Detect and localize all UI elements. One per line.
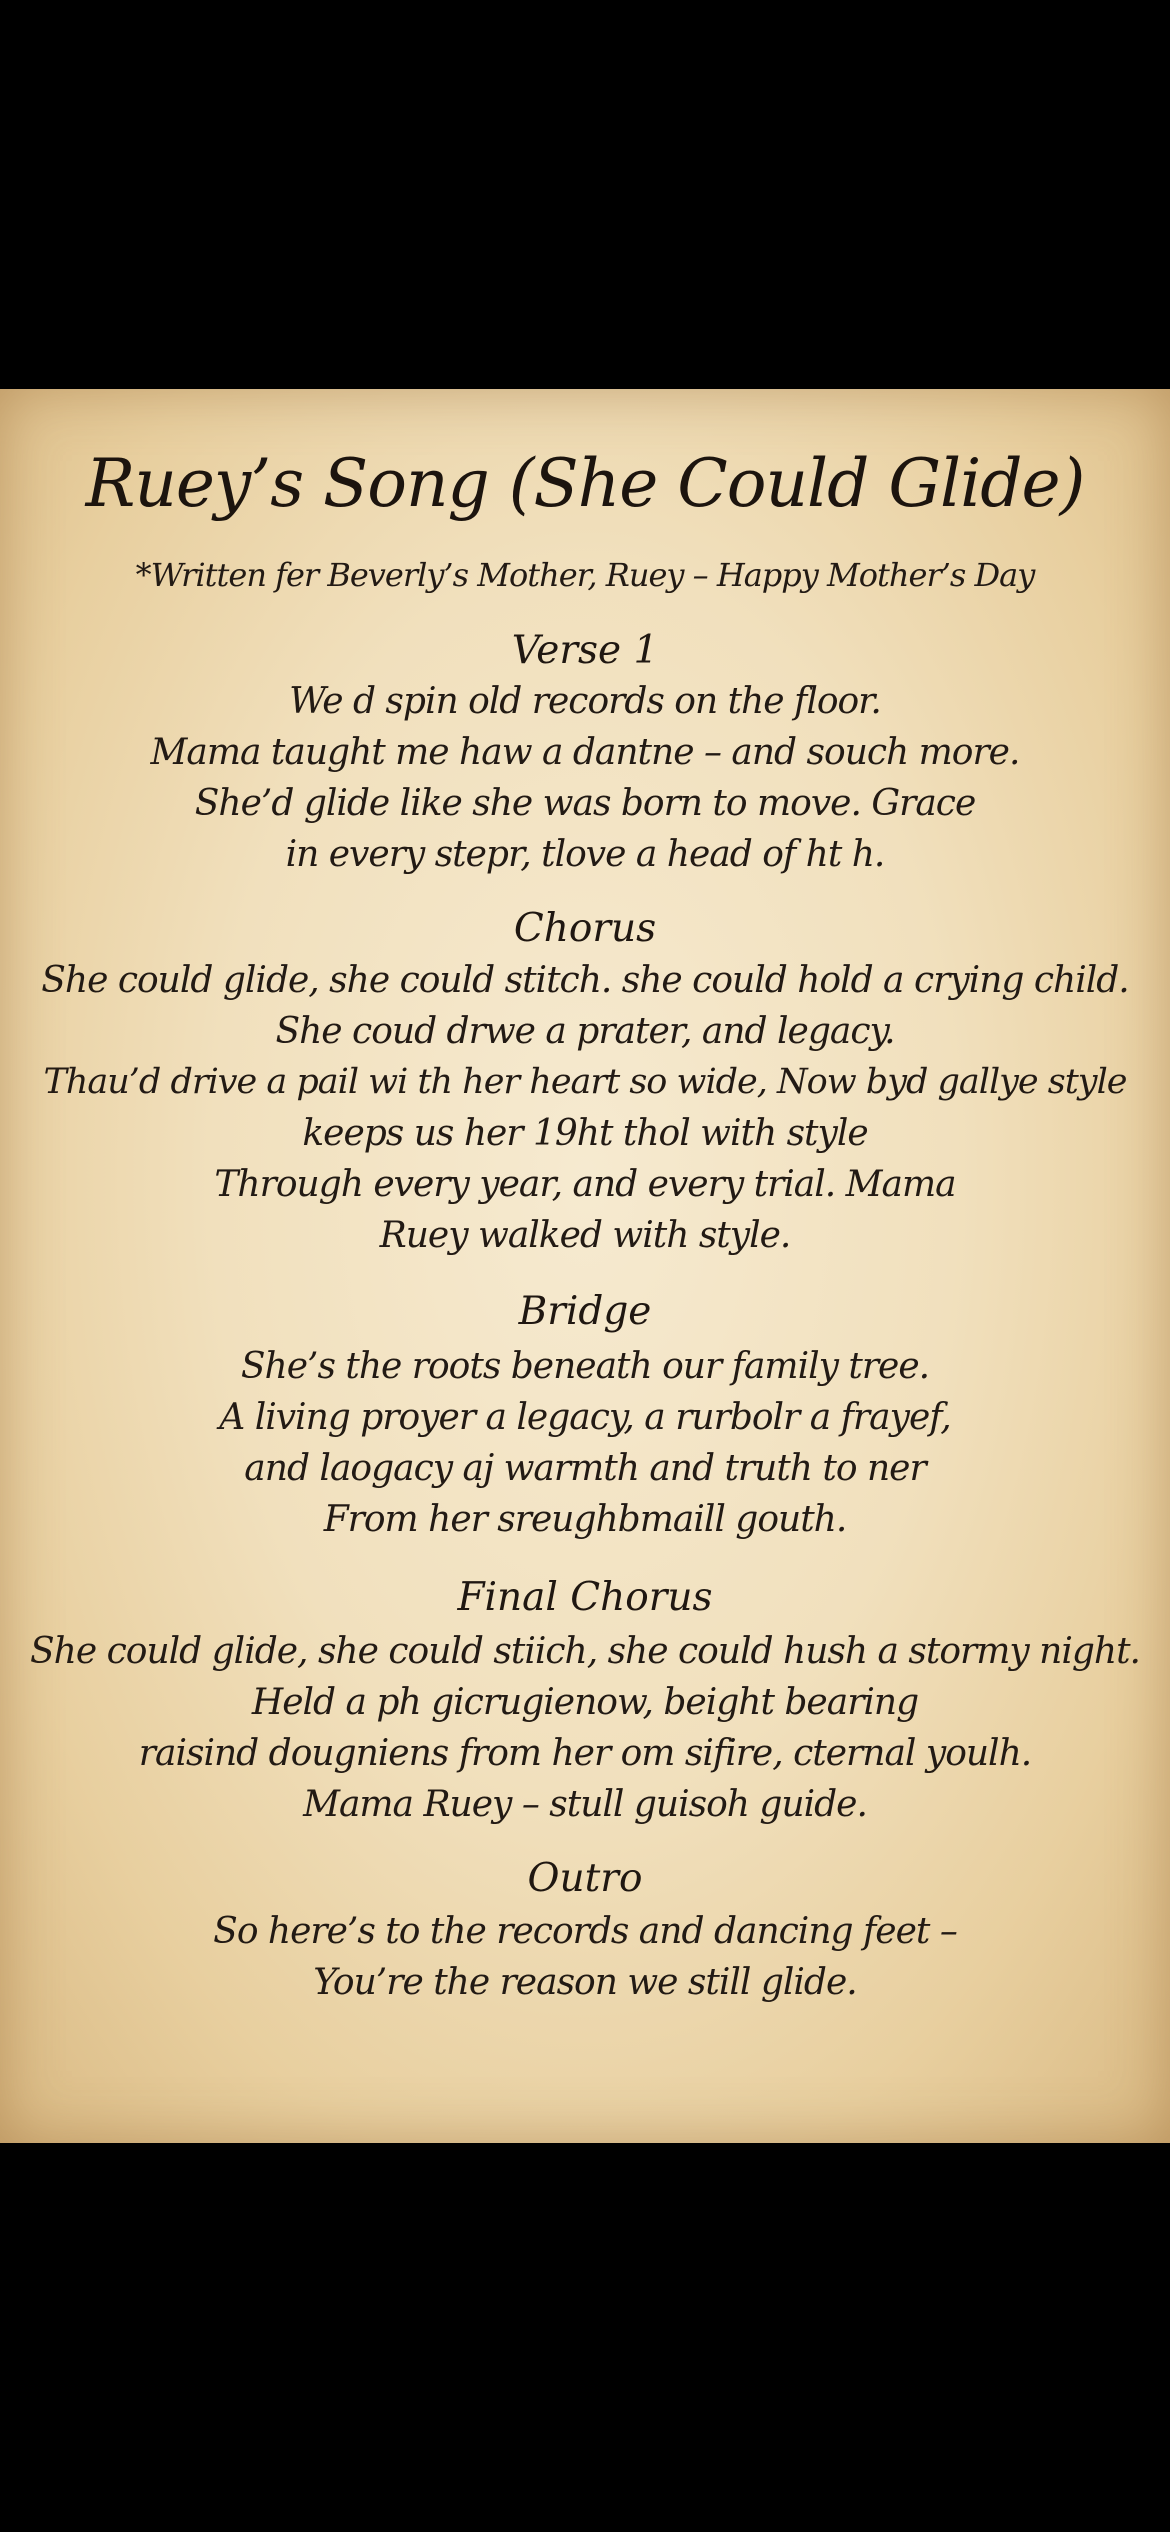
- lyric-line: raisind dougniens from her om sifire, cternal youlh.: [138, 1733, 1032, 1774]
- lyric-line: We d spin old records on the floor.: [289, 681, 881, 722]
- lyric-line: She coud drwe a prater, and legacy.: [275, 1011, 895, 1052]
- lyric-line: Mama Ruey – stull guisoh guide.: [303, 1784, 867, 1825]
- lyric-line: She’d glide like she was born to move. Grace: [194, 783, 976, 824]
- lyric-line: So here’s to the records and dancing feet –: [213, 1911, 957, 1952]
- song-dedication: *Written fer Beverly’s Mother, Ruey – Happy Mother’s Day: [135, 556, 1035, 594]
- lyric-line: She could glide, she could stitch. she could hold a crying child.: [41, 960, 1129, 1001]
- section-heading-final-chorus: Final Chorus: [457, 1575, 713, 1620]
- song-title: Ruey’s Song (She Could Glide): [85, 445, 1085, 522]
- letterbox-top: [0, 0, 1170, 389]
- lyric-line: and laogacy aj warmth and truth to ner: [244, 1448, 926, 1489]
- lyric-line: She could glide, she could stiich, she could hush a stormy night.: [30, 1631, 1140, 1672]
- lyric-line: She’s the roots beneath our family tree.: [240, 1346, 930, 1387]
- section-heading-chorus: Chorus: [513, 906, 657, 951]
- section-heading-bridge: Bridge: [518, 1289, 652, 1334]
- lyric-line: From her sreughbmaill gouth.: [323, 1499, 847, 1540]
- lyric-line: Thau’d drive a pail wi th her heart so wide, Now byd gallye style: [43, 1062, 1127, 1102]
- lyric-line: Held a ph gicrugienow, beight bearing: [251, 1682, 919, 1723]
- lyric-line: Ruey walked with style.: [379, 1215, 791, 1256]
- lyric-line: in every stepr, tlove a head of ht h.: [285, 834, 885, 875]
- lyric-line: Through every year, and every trial. Mama: [214, 1164, 956, 1205]
- lyric-line: Mama taught me haw a dantne – and souch more.: [150, 732, 1020, 773]
- lyric-line: A living proyer a legacy, a rurbolr a frayef,: [219, 1397, 951, 1438]
- lyric-line: You’re the reason we still glide.: [313, 1962, 857, 2003]
- section-heading-outro: Outro: [527, 1856, 643, 1901]
- lyric-line: keeps us her 19ht thol with style: [302, 1113, 868, 1154]
- letterbox-bottom: [0, 2143, 1170, 2532]
- song-lyrics: [0, 389, 1170, 2143]
- parchment-image: [0, 389, 1170, 2143]
- section-heading-verse-1: Verse 1: [511, 628, 659, 673]
